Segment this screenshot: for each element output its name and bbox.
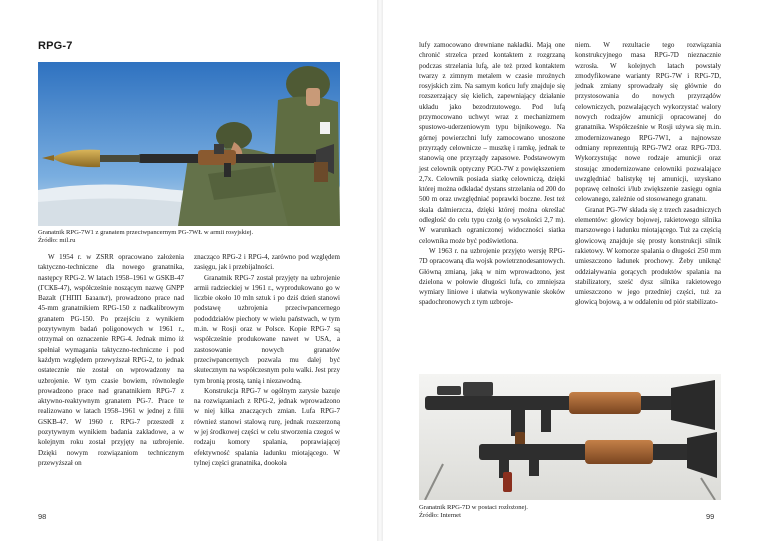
text-column-2 — [194, 252, 340, 468]
paragraph: W 1954 r. w ZSRR opracowano założenia taktyczno-techniczne dla nowego granatnika, następcy RPG-2. W latach 1958–1961 w GSKB-47 (ГСКБ-47), współcześnie noszącym nazwę GNPP Bazalt (ГНПП Базальт), prowadzono prace nad 45-mm granatnikiem RPG-150 z nadkalibrowym granatem PG-150. Po przejściu z wynikiem pozytywnym badań poligonowych w 1961 r., otrzymał on oznaczenie RPG-4. Jednak mimo iż spełniał wymagania taktyczno-techniczne i pod każdym względem przewyższał RPG-2, to jednak ostatecznie nie został on wprowadzony na uzbrojenie. W tym czasie bowiem, równolegle prowadzono prace nad granatnikiem RPG-7 z aktywno-reaktywnym granatem PG-7. Prace te realizowano w latach 1958–1961 w jednej z filii GSKB-47. W 1960 r. RPG-7 przeszedł z pozytywnym wynikiem badania zakładowe, a w kolejnym roku został przyjęty na uzbrojenie. Dzięki nowym rozwiązaniom technicznym przewyższał on — [38, 253, 184, 467]
soldier-rpg-illustration — [38, 62, 340, 226]
text-column-4 — [575, 40, 721, 308]
paragraph: Granatnik RPG-7 został przyjęty na uzbrojenie armii radzieckiej w 1961 r., wyprodukowano go w liczbie około 10 mln sztuk i po dziś dzień stanowi podstawę uzbrojenia przeciwpancernego pododdziałów piechoty w wielu państwach, w tym m.in. w Rosji oraz w Polsce. Kopie RPG-7 są współcześnie produkowane nawet w USA, a zastosowanie nowych granatów przeciwpancernych pozwala mu dalej być skutecznym na współczesnym polu walki. Jest przy tym bronią prostą, tanią i niezawodną. — [194, 273, 340, 385]
section-heading: RPG-7 — [38, 40, 73, 52]
photo-caption-1-source: Źródło: mil.ru — [38, 237, 76, 245]
paragraph: niem. W rezultacie tego rozwiązania konstrukcyjnego masa RPG-7D nieznacznie wzrosła. W kolejnych latach powstały zmodyfikowane warianty RPG-7W i RPG-7D, jednak zmiany sprowadzały się głównie do przystosowania do nowych przyrządów celowniczych, pozwalających wykorzystać walory nowych rodzajów amunicji opracowanej do granatnika. Współcześnie w Rosji używa się m.in. zmodernizowanego RPG-7W1, a najnowsze odmiany reprezentują RPG-7W2 oraz RPG-7D3. Wykorzystując nowe rodzaje amunicji oraz stosując zmodernizowane celowniki pozwalające uwzględniać balistykę tej amunicji, uzyskano poprawę celności i/lub zwiększenie zasięgu ognia celowanego, zależnie od stosowanego granatu. — [575, 41, 721, 204]
photo-caption-2-source: Źródło: Internet — [419, 512, 461, 520]
photo-caption-1 — [38, 229, 340, 245]
paragraph: W 1963 r. na uzbrojenie przyjęto wersję RPG-7D opracowaną dla wojsk powietrznodesantowych. Główną zmianą, jaką w nim wprowadzono, jest dzielona w połowie długości lufa, co zmniejsza wymiary liniowe i ułatwia wykonywanie skoków spadochronowych z tym uzbroje- — [419, 246, 565, 307]
paragraph: Granat PG-7W składa się z trzech zasadniczych elementów: głowicy bojowej, rakietowego silnika marszowego i ładunku miotającego. Tuż za częścią głowicową znajduje się prosty konstrukcji silnik rakietowy. W komorze spalania o długości 250 mm umieszczono ładunek prochowy. Żeby uniknąć oddziaływania gorących produktów spalania na stabilizatory, sześć dysz silnika rakietowego umieszczono w jego przedniej części, tuż za głowicą bojową, a w oddaleniu od piór stabilizato- — [575, 205, 721, 307]
page-number-left: 98 — [38, 512, 47, 521]
paragraph: znacząco RPG-2 i RPG-4, zarówno pod względem zasięgu, jak i przebijalności. — [194, 253, 340, 272]
photo-caption-2-text: Granatnik RPG-7D w postaci rozłożonej. — [419, 504, 528, 511]
text-column-1 — [38, 252, 184, 468]
paragraph: lufy zamocowano drewniane nakładki. Mają one chronić strzelca przed kontaktem z rozgrzaną podczas strzelania lufą, ale też przed kontaktem twarzy z zimnym metalem w czasie mroźnych rosyjskich zim. Na samym końcu lufy znajduje się rozszerzający się kielich, zapewniający działanie układu jako bezodrzutowego. Pod lufą przymocowano uchwyt wraz z mechanizmem spustowo-uderzeniowym typu bijnikowego. Na górnej powierzchni lufy zamocowano unoszone przyrządy celownicze – muszkę i ramkę, jednak te stanowią one przyrządy zapasowe. Podstawowym jest celownik optyczny PGO-7W z powiększeniem 2,7x. Celownik posiada siatkę celowniczą, dzięki której można odkładać dystans strzelania od 200 do 500 m oraz uwzględniać poprawki boczne. Jest też skala dalmierzcza, dzięki której można określać odległość do celu typu czołg (o wysokości 2,7 m). W warunkach ograniczonej widoczności siatka celownika może być podświetlona. — [419, 41, 565, 245]
text-column-3 — [419, 40, 565, 308]
page-gutter — [377, 0, 383, 541]
photo-soldier-rpg — [38, 62, 340, 226]
rpg-7d-illustration — [419, 374, 721, 500]
photo-rpg-7d — [419, 374, 721, 500]
page-number-right: 99 — [706, 512, 715, 521]
photo-caption-2 — [419, 504, 721, 520]
paragraph: Konstrukcja RPG-7 w ogólnym zarysie bazuje na rozwiązaniach z RPG-2, jednak wprowadzono w niej kilka znaczących zmian. Lufa RPG-7 również stanowi stalową rurę, jednak rozszerzoną w jej środkowej części w celu stworzenia czegoś w rodzaju komory spalania, poprawiającej efektywność spalania ładunku miotającego. W tylnej części granatnika, dookoła — [194, 386, 340, 467]
photo-caption-1-text: Granatnik RPG-7W1 z granatem przeciwpancernym PG-7WŁ w armii rosyjskiej. — [38, 229, 254, 236]
